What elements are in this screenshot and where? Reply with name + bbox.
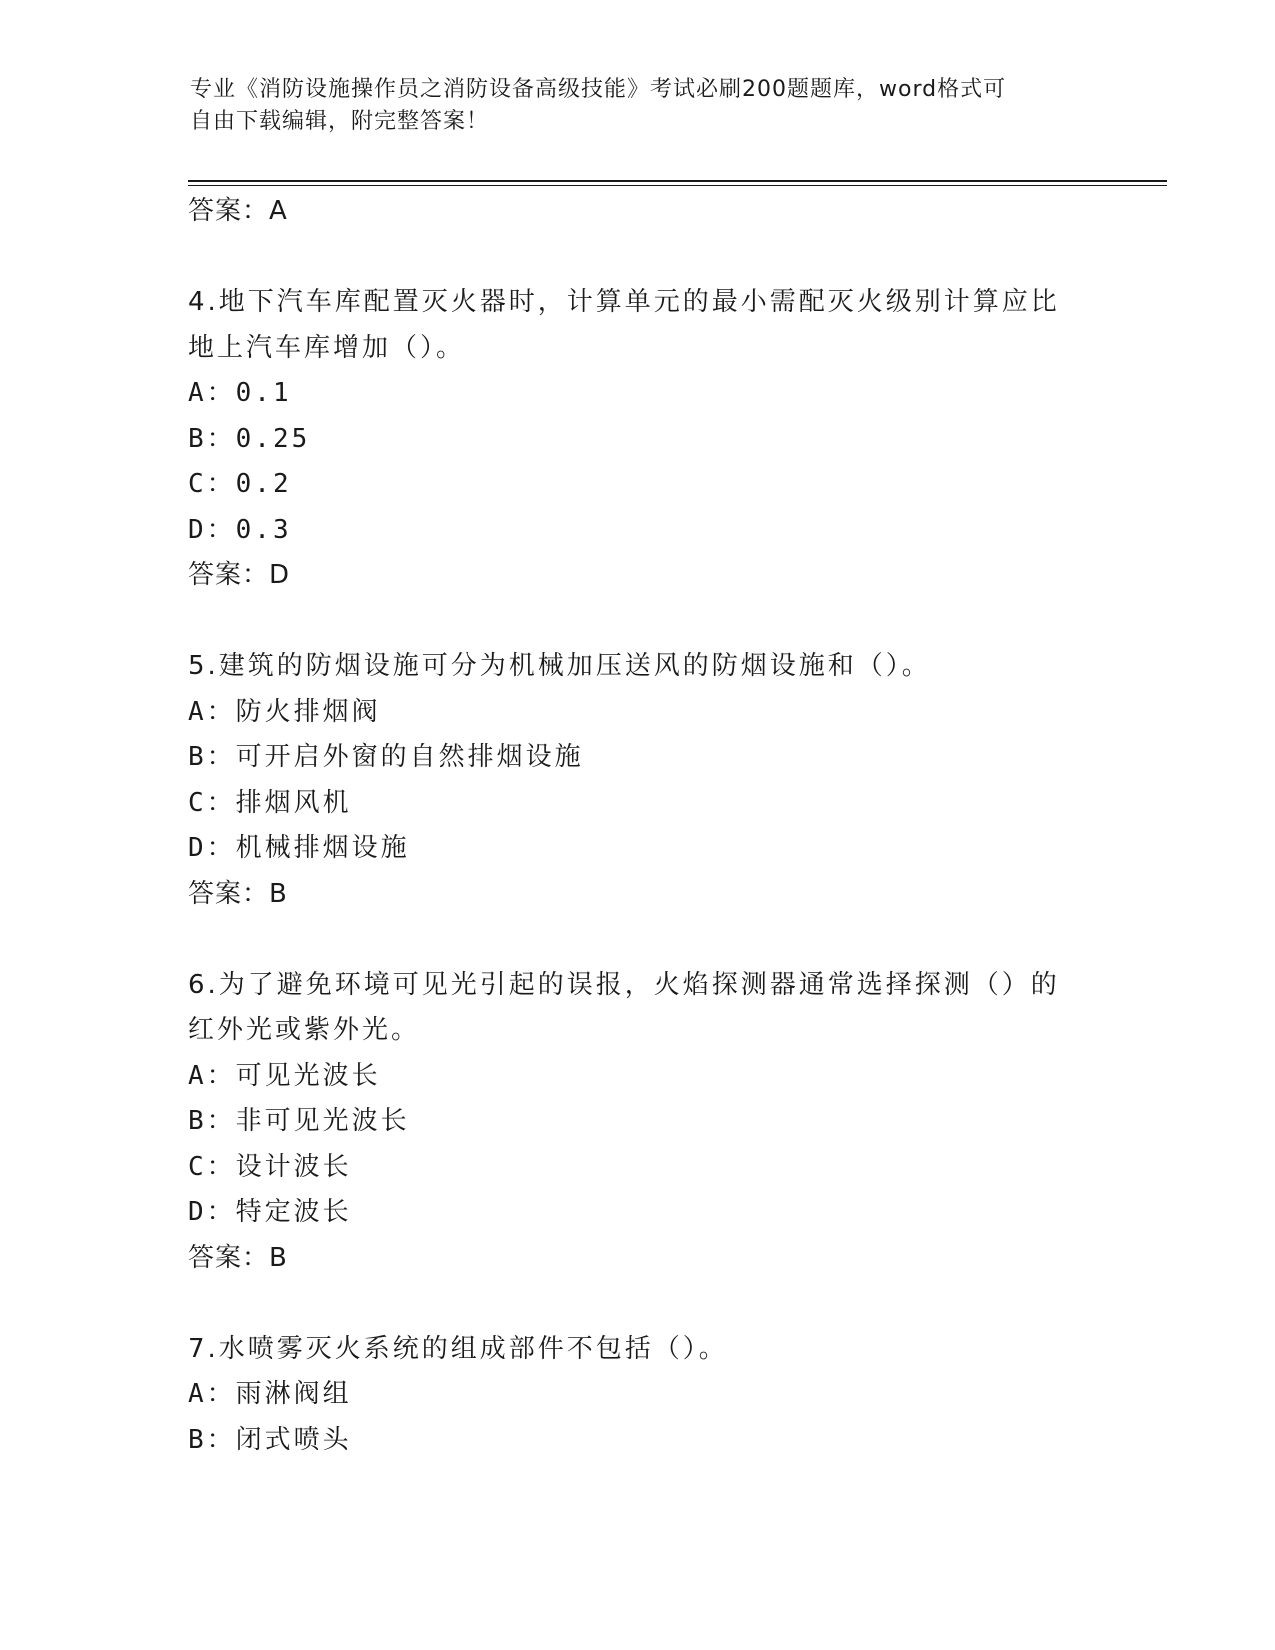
question-5: [188, 644, 1088, 917]
option-b: B：可开启外窗的自然排烟设施: [188, 742, 584, 772]
header-line-2: 自由下载编辑，附完整答案！: [190, 109, 490, 134]
question-stem: 红外光或紫外光。: [188, 1015, 421, 1045]
spacer: [188, 917, 1088, 963]
option-c: C：设计波长: [188, 1151, 352, 1182]
option-a: A：雨淋阀组: [188, 1379, 352, 1409]
option-d: D：特定波长: [188, 1197, 352, 1227]
spacer: [188, 1281, 1088, 1327]
option-b: B：0.25: [188, 423, 311, 454]
document-body: [188, 189, 1088, 1463]
option-c: C：0.2: [188, 469, 292, 499]
question-4: [188, 280, 1088, 599]
header-rule-thin: [188, 185, 1167, 186]
answer-q3: 答案：A: [188, 196, 288, 226]
question-stem: 7.水喷雾灭火系统的组成部件不包括（）。: [188, 1333, 728, 1364]
option-d: D：0.3: [188, 514, 292, 545]
option-b: B：闭式喷头: [188, 1424, 352, 1455]
question-stem: 6.为了避免环境可见光引起的误报，火焰探测器通常选择探测（）的: [188, 969, 1060, 1000]
option-a: A：防火排烟阀: [188, 696, 381, 727]
option-d: D：机械排烟设施: [188, 833, 410, 863]
option-b: B：非可见光波长: [188, 1106, 410, 1136]
answer: 答案：B: [188, 878, 288, 909]
question-stem: 5.建筑的防烟设施可分为机械加压送风的防烟设施和（）。: [188, 651, 931, 681]
question-6: [188, 963, 1088, 1282]
header-rule-thick: [188, 180, 1167, 182]
answer: 答案：B: [188, 1242, 288, 1273]
question-stem: 4.地下汽车库配置灭火器时，计算单元的最小需配灭火级别计算应比: [188, 287, 1060, 317]
spacer: [188, 235, 1088, 281]
answer: 答案：D: [188, 560, 291, 590]
document-header: [190, 74, 1090, 138]
spacer: [188, 599, 1088, 645]
header-line-1: 专业《消防设施操作员之消防设备高级技能》考试必刷200题题库，word格式可: [190, 77, 1007, 102]
option-a: A：可见光波长: [188, 1060, 381, 1091]
question-7: [188, 1327, 1088, 1464]
option-c: C：排烟风机: [188, 787, 352, 818]
question-stem: 地上汽车库增加（）。: [188, 332, 466, 363]
option-a: A：0.1: [188, 378, 292, 408]
